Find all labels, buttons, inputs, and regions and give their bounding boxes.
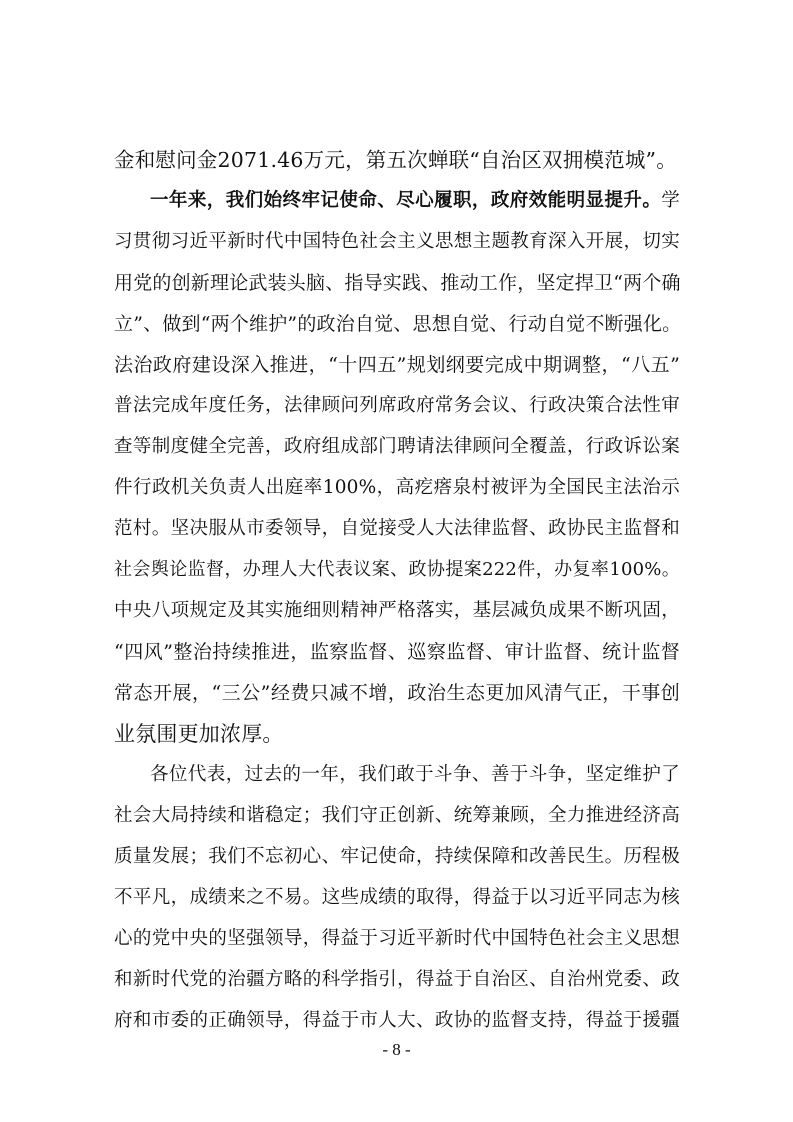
text-line: 心的党中央的坚强领导，得益于习近平新时代中国特色社会主义思想 <box>114 928 680 949</box>
text-line: 法治政府建设深入推进，“十四五”规划纲要完成中期调整，“八五” <box>114 354 680 376</box>
text-line: 常态开展，“三公”经费只减不增，政治生态更加风清气正，干事创 <box>114 682 680 704</box>
text-line: 各位代表，过去的一年，我们敢于斗争、善于斗争，坚定维护了 <box>150 764 680 785</box>
text-line: 不平凡，成绩来之不易。这些成绩的取得，得益于以习近平同志为核 <box>114 887 680 908</box>
text-span: 学 <box>661 190 680 211</box>
text-line: 质量发展；我们不忘初心、牢记使命，持续保障和改善民生。历程极 <box>114 846 680 867</box>
text-line: 府和市委的正确领导，得益于市人大、政协的监督支持，得益于援疆 <box>114 1010 680 1031</box>
text-line: 查等制度健全完善，政府组成部门聘请法律顾问全覆盖，行政诉讼案 <box>114 436 680 457</box>
text-line: 普法完成年度任务，法律顾问列席政府常务会议、行政决策合法性审 <box>114 395 680 416</box>
page-number: - 8 - <box>382 1040 411 1059</box>
text-line: 业氛围更加浓厚。 <box>114 722 284 746</box>
text-line: 和新时代党的治疆方略的科学指引，得益于自治区、自治州党委、政 <box>114 969 680 990</box>
text-line: 用党的创新理论武装头脑、指导实践、推动工作，坚定捍卫“两个确 <box>114 272 681 294</box>
text-line: 金和慰问金2071.46万元，第五次蝉联“自治区双拥模范城”。 <box>114 148 677 172</box>
text-line: 件行政机关负责人出庭率100%，高疙瘩泉村被评为全国民主法治示 <box>114 477 680 498</box>
text-line: 社会大局持续和谐稳定；我们守正创新、统筹兼顾，全力推进经济高 <box>114 805 680 826</box>
paragraph-lead-sentence: 一年来，我们始终牢记使命、尽心履职，政府效能明显提升。 <box>150 190 662 211</box>
text-line: 社会舆论监督，办理人大代表议案、政协提案222件，办复率100%。 <box>114 559 680 580</box>
text-line: 立”、做到“两个维护”的政治自觉、思想自觉、行动自觉不断强化。 <box>114 313 682 335</box>
text-line: “四风”整治持续推进，监察监督、巡察监督、审计监督、统计监督 <box>114 641 680 663</box>
text-line <box>150 189 680 213</box>
text-line: 中央八项规定及其实施细则精神严格落实，基层减负成果不断巩固， <box>114 600 680 621</box>
text-line: 习贯彻习近平新时代中国特色社会主义思想主题教育深入开展，切实 <box>114 231 680 252</box>
text-line: 范村。坚决服从市委领导，自觉接受人大法律监督、政协民主监督和 <box>114 518 680 539</box>
